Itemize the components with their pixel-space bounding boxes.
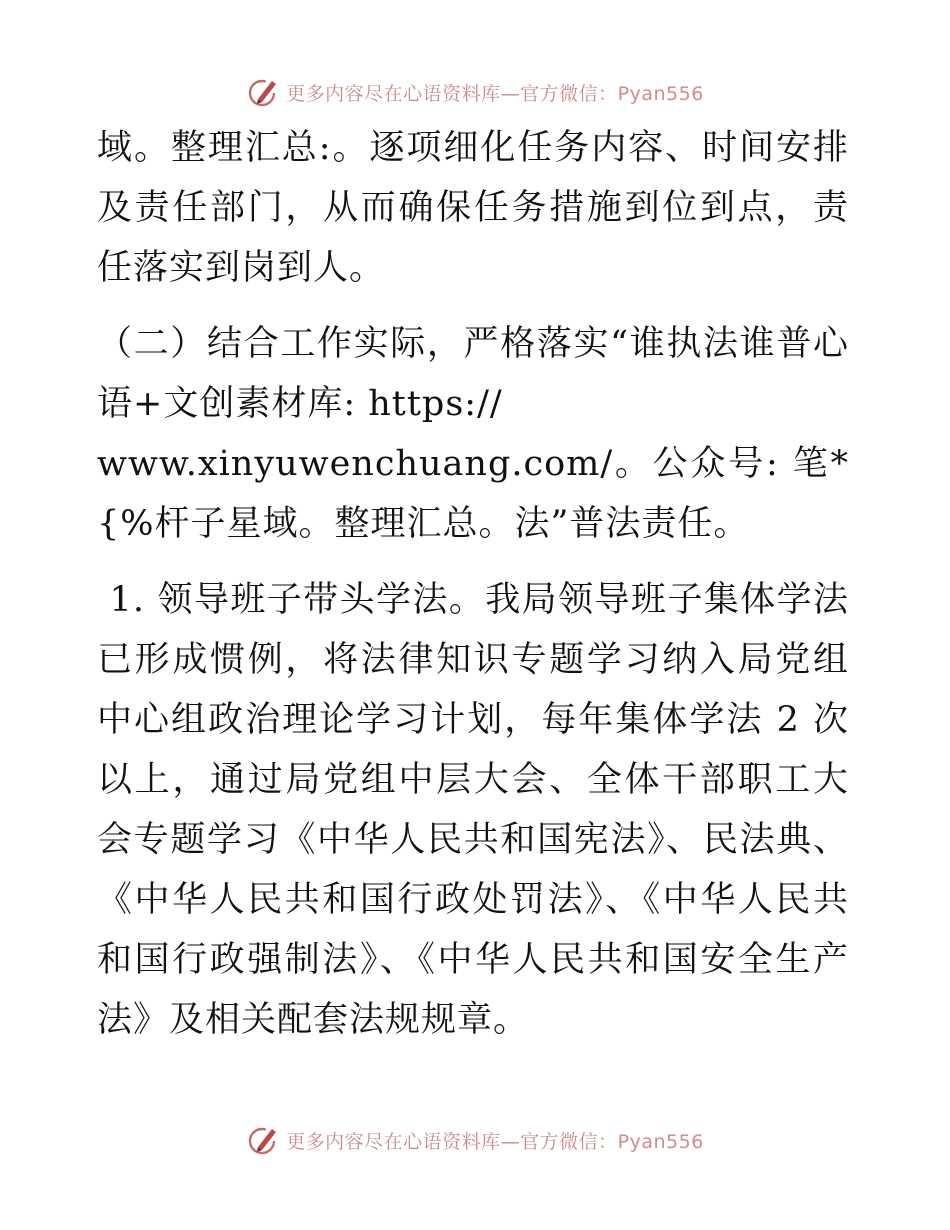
paragraph-3: 1. 领导班子带头学法。我局领导班子集体学法已形成惯例，将法律知识专题学习纳入局党组中心组政治理论学习计划，每年集体学法 2 次以上，通过局党组中层大会、全体干部职工大会专题学习《中华人民共和国宪法》、民法典、《中华人民共和国行政处罚法》、《中华人民共和国行政强制法》、《中华人民共和国安全生产法》及相关配套法规规章。 [97,580,849,1040]
wechat-id: Pyan556 [617,1130,704,1153]
paragraph-1: 域。整理汇总:。逐项细化任务内容、时间安排及责任部门，从而确保任务措施到位到点，责任落实到岗到人。 [97,128,849,288]
paragraph-2: （二）结合工作实际，严格落实“谁执法谁普心语+文创素材库: https:// www.xinyuwenchuang.com/。公众号: 笔*{%杆子星域。整理汇总。法”普法责任。 [97,324,849,544]
wechat-id: Pyan556 [617,82,704,105]
pen-nib-logo-icon [246,1123,280,1157]
document-body [97,118,849,1050]
header-watermark [0,72,950,112]
watermark-text: 更多内容尽在心语资料库—官方微信：Pyan556 [286,82,704,105]
pen-nib-logo-icon [246,75,280,109]
footer-watermark [0,1120,950,1160]
watermark-text: 更多内容尽在心语资料库—官方微信：Pyan556 [286,1130,704,1153]
